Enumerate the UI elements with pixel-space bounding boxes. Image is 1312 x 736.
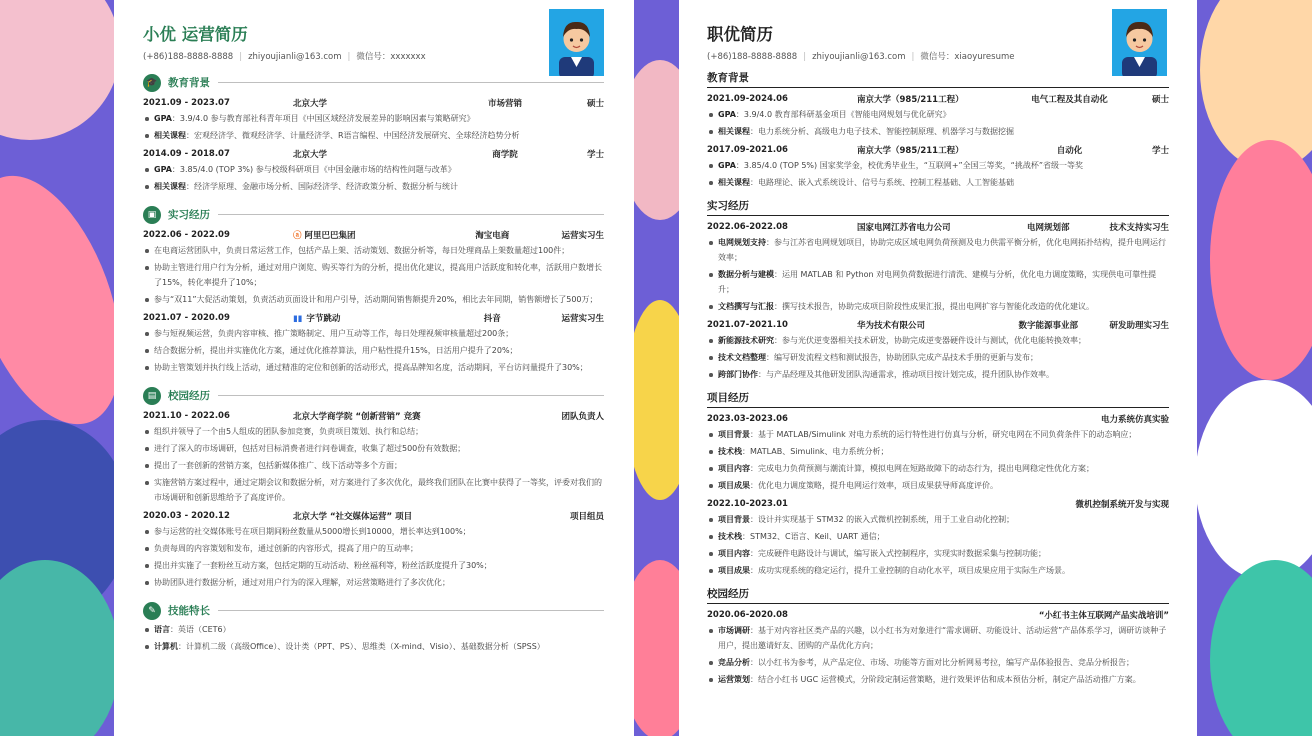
bullet-item	[143, 260, 604, 290]
wechat: 微信号：xiaoyuresume	[920, 52, 1015, 62]
entry-date: 2020.06-2020.08	[707, 610, 788, 620]
entry-date: 2022.10-2023.01	[707, 499, 788, 509]
bullet-item	[143, 179, 604, 194]
bullet-key: 运营策划	[718, 675, 750, 684]
section-divider	[218, 82, 604, 83]
section-divider	[218, 610, 604, 611]
bullet-item	[707, 461, 1169, 476]
bullet-text: ：基于 MATLAB/Simulink 对电力系统的运行特性进行仿真与分析，研究电网在不同负荷条件下的动态响应；	[750, 430, 1137, 439]
bullet-text: ：运用 MATLAB 和 Python 对电网负荷数据进行清洗、建模与分析，优化电力调度策略，实现供电可靠性提升；	[718, 270, 1157, 294]
entry-role: 微机控制系统开发与实现	[1075, 500, 1169, 510]
entry-role: 电力系统仿真实验	[1100, 415, 1169, 425]
bullet-text: 负责每周的内容策划和发布，通过创新的内容形式，提高了用户的互动率；	[154, 544, 418, 553]
entry-header	[143, 97, 604, 109]
entry-header	[143, 410, 604, 422]
phone: (+86)188-8888-8888	[707, 52, 798, 62]
entry-org-name: 南京大学（985/211工程）	[857, 146, 964, 156]
entry-org-name: 北京大学	[293, 99, 328, 109]
bullet-text: 参与运营的社交媒体账号在项目期间粉丝数量从5000增长到10000，增长率达到100%；	[154, 527, 471, 536]
bullet-item	[707, 267, 1169, 297]
bullet-key: 计算机	[154, 642, 178, 651]
bullet-item	[707, 299, 1169, 314]
wechat: 微信号：xxxxxxx	[356, 52, 426, 62]
entry-org	[857, 93, 987, 105]
bullet-item	[707, 350, 1169, 365]
bullet-item	[707, 333, 1169, 348]
bullet-item	[143, 524, 604, 539]
entry-header	[707, 498, 1169, 510]
entry-role: 团队负责人	[561, 412, 604, 422]
bullet-item	[707, 546, 1169, 561]
entry-field: 淘宝电商	[475, 231, 510, 241]
entry-field: 商学院	[492, 150, 518, 160]
bullet-key: 语言	[154, 625, 170, 634]
bullet-text: ：3.9/4.0 教育部科研基金项目《智能电网规划与优化研究》	[735, 110, 951, 119]
entry-header	[707, 609, 1169, 621]
section-header	[143, 205, 604, 224]
bullet-item	[143, 343, 604, 358]
bullet-text: 参与“双11”大促活动策划，负责活动页面设计和用户引导，活动期间销售额提升20%，相比去年同期，销售额增长了500万；	[154, 295, 598, 304]
section-title: 项目经历	[707, 390, 1169, 408]
entry-role: 运营实习生	[561, 314, 604, 324]
section-title: 校园经历	[168, 390, 210, 402]
entry-role: 技术支持实习生	[1109, 223, 1169, 233]
bullet-text: ：撰写技术报告，协助完成项目阶段性成果汇报，提出电网扩容与智能化改造的优化建议。	[774, 302, 1094, 311]
entry-field: 电气工程及其自动化	[1031, 95, 1108, 105]
bullet-text: ：3.9/4.0 参与教育部社科青年项目《中国区域经济发展差异的影响因素与策略研究》	[171, 114, 475, 123]
section-title: 教育背景	[707, 70, 1169, 88]
bullet-text: 进行了深入的市场调研，包括对目标消费者进行问卷调查，收集了超过500份有效数据；	[154, 444, 466, 453]
entry-role: 运营实习生	[561, 231, 604, 241]
bullet-text: ：经济学原理、金融市场分析、国际经济学、经济政策分析、数据分析与统计	[186, 182, 458, 191]
bullet-key: 相关课程	[718, 127, 750, 136]
bullet-item	[707, 529, 1169, 544]
phone: (+86)188-8888-8888	[143, 52, 234, 62]
bullet-key: 电网规划支持	[718, 238, 766, 247]
contact-line: (+86)188-8888-8888 | zhiyoujianli@163.com | 微信号：xiaoyuresume	[707, 52, 1015, 62]
bullet-item	[707, 367, 1169, 382]
bullet-key: 技术栈	[718, 447, 742, 456]
bullet-key: 新能源技术研究	[718, 336, 774, 345]
bullet-text: 组织并领导了一个由5人组成的团队参加竞赛，负责项目策划、执行和总结；	[154, 427, 424, 436]
bullet-item	[707, 444, 1169, 459]
bullet-item	[707, 672, 1169, 687]
bullet-text: 结合数据分析，提出并实施优化方案，通过优化推荐算法，用户粘性提升15%，日活用户提升了20%；	[154, 346, 518, 355]
bullet-text: ：完成硬件电路设计与调试，编写嵌入式控制程序，实现实时数据采集与控制功能；	[750, 549, 1046, 558]
entry-org-name: 阿里巴巴集团	[304, 231, 356, 241]
bullet-item	[707, 563, 1169, 578]
bullet-item	[143, 475, 604, 505]
bullet-text: ：完成电力负荷预测与潮流计算，模拟电网在短路故障下的动态行为，提出电网稳定性优化方案；	[750, 464, 1094, 473]
bullet-text: ：3.85/4.0 (TOP 3%) 参与校级科研项目《中国金融市场的结构性问题与改革》	[171, 165, 456, 174]
bullet-item	[707, 158, 1169, 173]
bullet-key: 技术栈	[718, 532, 742, 541]
entry-header	[143, 148, 604, 160]
bullet-item	[707, 427, 1169, 442]
bullet-key: 相关课程	[154, 182, 186, 191]
bullet-text: ：设计并实现基于 STM32 的嵌入式微机控制系统，用于工业自动化控制；	[750, 515, 1015, 524]
section-title: 技能特长	[168, 605, 210, 617]
bullet-item	[707, 124, 1169, 139]
bullet-item	[707, 512, 1169, 527]
bullet-text: ：优化电力调度策略，提升电网运行效率，项目成果获导师高度评价。	[750, 481, 998, 490]
bullet-key: GPA	[718, 161, 736, 170]
entry-date: 2021.10 - 2022.06	[143, 411, 230, 421]
bullet-item	[143, 243, 604, 258]
bullet-text: ：3.85/4.0 (TOP 5%) 国家奖学金，校优秀毕业生，“互联网+”全国三等奖，“挑战杯”省级一等奖	[735, 161, 1083, 170]
entry-date: 2023.03-2023.06	[707, 414, 788, 424]
entry-org-name: 国家电网江苏省电力公司	[857, 223, 951, 233]
bullet-text: ：编写研发流程文档和测试报告，协助团队完成产品技术手册的更新与发布；	[766, 353, 1038, 362]
entry-field: 自动化	[1056, 146, 1083, 156]
entry-org-name: 字节跳动	[306, 314, 341, 324]
avatar	[1112, 9, 1167, 76]
entry-date: 2021.09-2024.06	[707, 94, 788, 104]
bullet-text: ：参与光伏逆变器相关技术研发，协助完成逆变器硬件设计与测试，优化电能转换效率；	[774, 336, 1086, 345]
alibaba-logo-icon: ⓐ	[293, 231, 302, 241]
bullet-item	[707, 655, 1169, 670]
entry-header	[707, 413, 1169, 425]
bullet-key: 竞品分析	[718, 658, 750, 667]
bullet-item	[143, 111, 604, 126]
bullet-text: ：成功实现系统的稳定运行，提升工业控制的自动化水平，项目成果应用于实际生产场景。	[750, 566, 1070, 575]
entry-date: 2021.07-2021.10	[707, 320, 788, 330]
bullet-key: 项目内容	[718, 549, 750, 558]
entry-date: 2022.06-2022.08	[707, 222, 788, 232]
bullet-text: ：STM32、C语言、Keil、UART 通信；	[742, 532, 885, 541]
bullet-key: 项目成果	[718, 481, 750, 490]
bullet-item	[143, 128, 604, 143]
entry-field: 市场营销	[487, 99, 522, 109]
bullet-text: ：宏观经济学、微观经济学、计量经济学、R语言编程、中国经济发展研究、全球经济趋势分析	[186, 131, 520, 140]
entry-role: 学士	[1151, 146, 1169, 156]
bullet-key: GPA	[154, 114, 172, 123]
email: zhiyoujianli@163.com	[812, 52, 906, 62]
entry-org	[293, 312, 423, 324]
entry-field: 数字能源事业部	[1018, 321, 1078, 331]
entry-org	[293, 510, 423, 522]
section-title: 实习经历	[168, 209, 210, 221]
bullet-item	[143, 575, 604, 590]
entry-date: 2021.07 - 2020.09	[143, 313, 230, 323]
entry-role: 研发助理实习生	[1109, 321, 1169, 331]
briefcase-icon: ▣	[143, 206, 161, 224]
bullet-item	[143, 360, 604, 375]
resume-page-1	[114, 0, 634, 736]
entry-org	[857, 144, 987, 156]
skills-icon: ✎	[143, 602, 161, 620]
book-icon: ▤	[143, 387, 161, 405]
bullet-key: GPA	[154, 165, 172, 174]
bullet-text: 参与短视频运营，负责内容审核、推广策略制定、用户互动等工作，每日处理视频审核量超过200条；	[154, 329, 514, 338]
resume-page-2	[679, 0, 1197, 736]
bullet-text: 提出并实施了一套粉丝互动方案，包括定期的互动活动、粉丝福利等，粉丝活跃度提升了30%；	[154, 561, 492, 570]
section-header	[143, 386, 604, 405]
bullet-text: ：与产品经理及其他研发团队沟通需求，推动项目按计划完成，提升团队协作效率。	[758, 370, 1054, 379]
bullet-text: ：电力系统分析、高级电力电子技术、智能控制原理、机器学习与数据挖掘	[750, 127, 1014, 136]
bullet-key: 相关课程	[718, 178, 750, 187]
bullet-item	[143, 292, 604, 307]
bullet-text: 实施营销方案过程中，通过定期会议和数据分析，对方案进行了多次优化，最终我们团队在比赛中获得了一等奖，评委对我们的市场调研和创新思维给予了高度评价。	[154, 478, 602, 502]
bullet-text: 协助团队进行数据分析，通过对用户行为的深入理解，对运营策略进行了多次优化；	[154, 578, 450, 587]
entry-header	[707, 93, 1169, 105]
email: zhiyoujianli@163.com	[248, 52, 342, 62]
entry-org	[293, 97, 423, 109]
entry-field: 电网规划部	[1026, 223, 1070, 233]
bullet-key: 文档撰写与汇报	[718, 302, 774, 311]
entry-org	[293, 229, 423, 241]
entry-org-name: 北京大学商学院 “创新营销” 竞赛	[293, 412, 421, 422]
section-title: 教育背景	[168, 77, 210, 89]
entry-role: 硕士	[1151, 95, 1169, 105]
bullet-key: 项目内容	[718, 464, 750, 473]
entry-header	[707, 144, 1169, 156]
bullet-key: 项目背景	[718, 430, 750, 439]
entry-org	[293, 410, 423, 422]
bullet-text: 协助主管进行用户行为分析，通过对用户浏览、购买等行为的分析，提出优化建议，提高用户活跃度和转化率，活跃用户数增长了15%，转化率提升了10%；	[154, 263, 602, 287]
entry-header	[707, 319, 1169, 331]
entry-role: “小红书主体互联网产品实战培训”	[1038, 611, 1169, 621]
bullet-item	[143, 458, 604, 473]
bullet-text: ：电路理论、嵌入式系统设计、信号与系统、控制工程基础、人工智能基础	[750, 178, 1014, 187]
entry-org	[857, 221, 987, 233]
bullet-item	[707, 623, 1169, 653]
avatar	[549, 9, 604, 76]
resume-name: 小优 运营简历	[143, 25, 248, 44]
bullet-key: 相关课程	[154, 131, 186, 140]
entry-org-name: 北京大学 “社交媒体运营” 项目	[293, 512, 413, 522]
bullet-item	[707, 175, 1169, 190]
entry-date: 2014.09 - 2018.07	[143, 149, 230, 159]
bullet-key: 项目背景	[718, 515, 750, 524]
bullet-item	[143, 162, 604, 177]
entry-org-name: 南京大学（985/211工程）	[857, 95, 964, 105]
entry-role: 硕士	[586, 99, 604, 109]
bullet-text: ：结合小红书 UGC 运营模式，分阶段定制运营策略，进行效果评估和成本预估分析，制定产品活动推广方案。	[750, 675, 1141, 684]
entry-role: 项目组员	[569, 512, 604, 522]
bullet-text: ：MATLAB、Simulink、电力系统分析；	[742, 447, 889, 456]
section-title: 实习经历	[707, 198, 1169, 216]
bullet-item	[143, 558, 604, 573]
bullet-key: 数据分析与建模	[718, 270, 774, 279]
bullet-item	[707, 478, 1169, 493]
bullet-item	[143, 326, 604, 341]
bullet-item	[143, 441, 604, 456]
section-divider	[218, 395, 604, 396]
entry-header	[143, 312, 604, 324]
entry-header	[143, 229, 604, 241]
bullet-text: 在电商运营团队中，负责日常运营工作，包括产品上架、活动策划、数据分析等，每日处理商品上架数量超过100件；	[154, 246, 570, 255]
bullet-key: GPA	[718, 110, 736, 119]
entry-org-name: 华为技术有限公司	[857, 321, 926, 331]
bullet-key: 项目成果	[718, 566, 750, 575]
section-header	[143, 73, 604, 92]
bytedance-logo-icon: ▮▮	[293, 314, 303, 324]
bullet-key: 市场调研	[718, 626, 750, 635]
bullet-text: ：以小红书为参考，从产品定位、市场、功能等方面对比分析网易考拉，编写产品体验报告、竞品分析报告；	[750, 658, 1134, 667]
entry-field: 抖音	[483, 314, 501, 324]
section-header	[143, 601, 604, 620]
bullet-item	[143, 639, 604, 654]
entry-date: 2020.03 - 2020.12	[143, 511, 230, 521]
bullet-text: ：英语（CET6）	[170, 625, 231, 634]
bullet-item	[143, 541, 604, 556]
entry-org-name: 北京大学	[293, 150, 328, 160]
bullet-item	[143, 622, 604, 637]
entry-date: 2017.09-2021.06	[707, 145, 788, 155]
bullet-text: ：基于对内容社区类产品的兴趣，以小红书为对象进行“需求调研、功能设计、活动运营”产品体系学习，调研访谈种子用户，提出邀请好友、团购的产品优化方向；	[718, 626, 1167, 650]
entry-date: 2021.09 - 2023.07	[143, 98, 230, 108]
entry-org	[857, 319, 987, 331]
bullet-key: 技术文档整理	[718, 353, 766, 362]
entry-header	[707, 221, 1169, 233]
section-title: 校园经历	[707, 586, 1169, 604]
entry-role: 学士	[586, 150, 604, 160]
bullet-text: 提出了一套创新的营销方案，包括新媒体推广、线下活动等多个方面；	[154, 461, 402, 470]
contact-line: (+86)188-8888-8888 | zhiyoujianli@163.com | 微信号：xxxxxxx	[143, 52, 426, 62]
entry-date: 2022.06 - 2022.09	[143, 230, 230, 240]
resume-name: 职优简历	[707, 25, 773, 44]
bullet-item	[707, 235, 1169, 265]
bullet-text: ：参与江苏省电网规划项目，协助完成区域电网负荷预测及电力供需平衡分析，优化电网拓扑结构，提升电网运行效率；	[718, 238, 1166, 262]
bullet-key: 跨部门协作	[718, 370, 758, 379]
bullet-text: ：计算机二级（高级Office）、设计类（PPT、PS）、思维类（X-mind、Visio）、基础数据分析（SPSS）	[178, 642, 545, 651]
bullet-text: 协助主管策划并执行线上活动，通过精准的定位和创新的活动形式，提高品牌知名度，活动期间，平台访问量提升了30%；	[154, 363, 588, 372]
bullet-item	[707, 107, 1169, 122]
entry-org	[293, 148, 423, 160]
bullet-item	[143, 424, 604, 439]
graduation-cap-icon: 🎓	[143, 74, 161, 92]
entry-header	[143, 510, 604, 522]
section-divider	[218, 214, 604, 215]
